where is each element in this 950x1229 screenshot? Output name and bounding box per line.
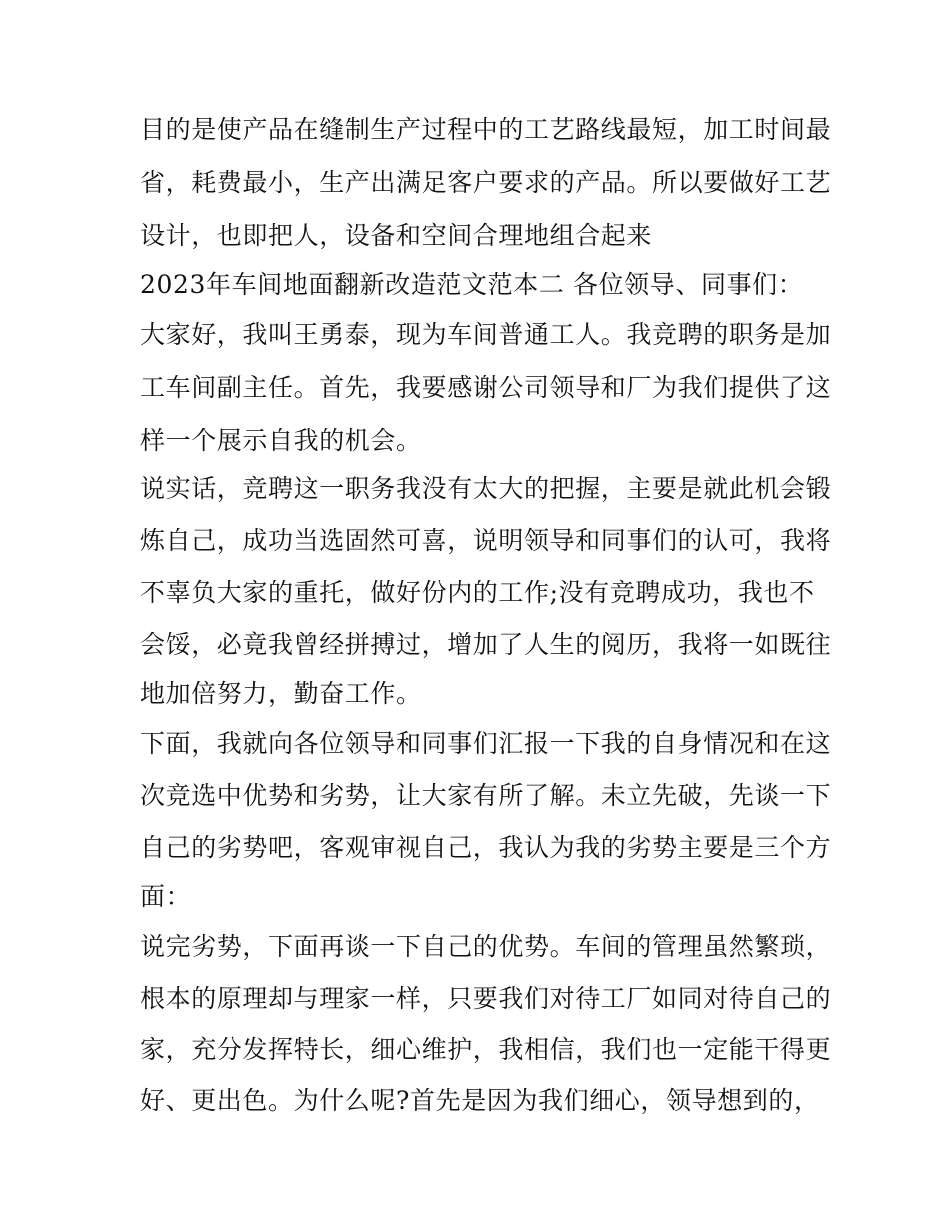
text-line: 地加倍努力，勤奋工作。: [140, 679, 422, 708]
text-line: 下面，我就向各位领导和同事们汇报一下我的自身情况和在这: [140, 729, 832, 758]
text-line: 炼自己，成功当选固然可喜，说明领导和同事们的认可，我将: [140, 526, 832, 555]
text-line: 省，耗费最小，生产出满足客户要求的产品。所以要做好工艺: [140, 168, 832, 197]
text-line: 样一个展示自我的机会。: [140, 426, 422, 455]
section-heading-line: 2023年车间地面翻新改造范文范本二 各位领导、同事们：: [140, 270, 804, 299]
text-line: 说实话，竞聘这一职务我没有太大的把握，主要是就此机会锻: [140, 474, 832, 503]
text-line: 次竞选中优势和劣势，让大家有所了解。未立先破，先谈一下: [140, 781, 832, 810]
text-line: 会馁，必竟我曾经拼搏过，增加了人生的阅历，我将一如既往: [140, 630, 832, 659]
text-line: 面：: [140, 882, 192, 911]
text-line: 设计，也即把人，设备和空间合理地组合起来: [140, 221, 653, 250]
text-line: 家，充分发挥特长，细心维护，我相信，我们也一定能干得更: [140, 1035, 832, 1064]
text-line: 目的是使产品在缝制生产过程中的工艺路线最短，加工时间最: [140, 115, 832, 144]
text-line: 工车间副主任。首先，我要感谢公司领导和厂为我们提供了这: [140, 373, 832, 402]
text-line: 好、更出色。为什么呢?首先是因为我们细心，领导想到的，: [140, 1086, 820, 1115]
text-line: 不辜负大家的重托，做好份内的工作;没有竞聘成功，我也不: [140, 578, 815, 607]
text-line: 根本的原理却与理家一样，只要我们对待工厂如同对待自己的: [140, 984, 832, 1013]
text-line: 自己的劣势吧，客观审视自己，我认为我的劣势主要是三个方: [140, 833, 832, 862]
text-line: 说完劣势，下面再谈一下自己的优势。车间的管理虽然繁琐，: [140, 932, 832, 961]
text-line: 大家好，我叫王勇泰，现为车间普通工人。我竞聘的职务是加: [140, 320, 832, 349]
